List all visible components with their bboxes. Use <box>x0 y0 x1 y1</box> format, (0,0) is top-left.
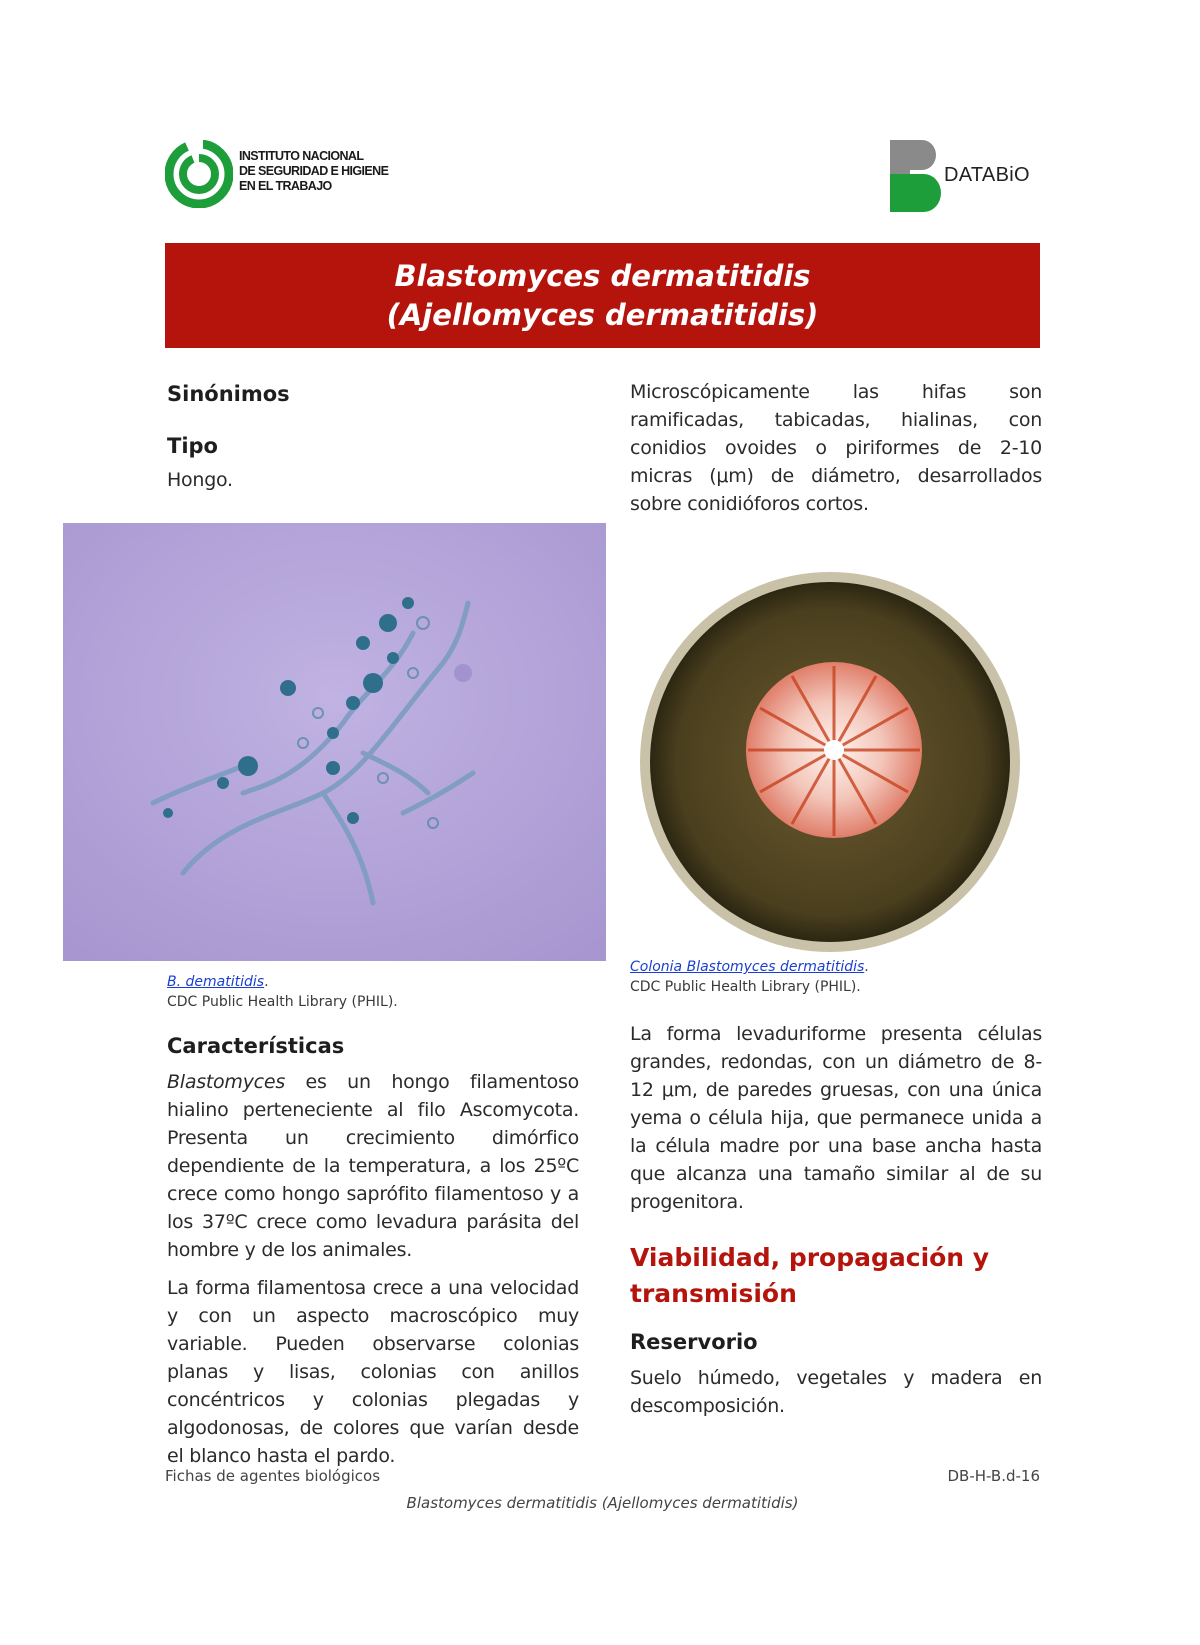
right-column-lower <box>630 1020 1042 1420</box>
levadura-paragraph: La forma levaduriforme presenta células grandes, redondas, con un diámetro de 8-12 μm, de paredes gruesas, con una única yema o célula hija, que permanece unida a la célula madre por una base ancha hasta que alcanza una tamaño similar al de su progenitora. <box>630 1023 1042 1213</box>
microscopic-paragraph: Microscópicamente las hifas son ramificadas, tabicadas, hialinas, con conidios ovoides o piriformes de 2-10 micras (μm) de diámetro, desarrollados sobre conidióforos cortos. <box>630 381 1042 515</box>
p1-rest: es un hongo filamentoso hialino perteneciente al filo Ascomycota. Presenta un crecimiento dimórfico dependiente de la temperatura, a los 25ºC crece como hongo saprófito filamentoso y a los 37ºC crece como levadura parásita del hombre y de los animales. <box>167 1071 579 1261</box>
image1-caption-suffix: . <box>264 974 269 990</box>
insht-logo <box>165 140 395 210</box>
footer <box>165 1467 1040 1487</box>
caracteristicas-p2: La forma filamentosa crece a una velocidad y con un aspecto macroscópico muy variable. Pueden observarse colonias planas y lisas, colonias con anillos concéntricos y colonias plegadas y algodonosas, de colores que varían desde el blanco hasta el pardo. <box>167 1277 579 1467</box>
image2-caption-source: CDC Public Health Library (PHIL). <box>630 979 861 995</box>
viabilidad-heading: Viabilidad, propagación y transmisión <box>630 1243 990 1308</box>
tipo-heading: Tipo <box>167 434 218 458</box>
caracteristicas-p1 <box>167 1068 579 1264</box>
title-line-2: (Ajellomyces dermatitidis) <box>386 298 819 332</box>
image1-caption-source: CDC Public Health Library (PHIL). <box>167 994 398 1010</box>
insht-line-2: DE SEGURIDAD E HIGIENE <box>239 164 389 178</box>
reservorio-text: Suelo húmedo, vegetales y madera en descomposición. <box>630 1367 1042 1417</box>
image1-caption <box>167 972 579 1012</box>
image1-caption-title <box>167 972 579 992</box>
right-column <box>630 378 1042 518</box>
image2-caption <box>630 957 1042 997</box>
footer-doc-code: DB-H-B.d-16 <box>947 1467 1040 1485</box>
databio-logo <box>890 140 1050 215</box>
image2-caption-link[interactable]: Colonia Blastomyces dermatitidis <box>630 959 865 975</box>
insht-line-3: EN EL TRABAJO <box>239 179 332 193</box>
left-column-lower <box>167 1034 579 1470</box>
footer-left-text: Fichas de agentes biológicos <box>165 1467 381 1485</box>
micrograph-image <box>63 523 606 961</box>
left-column <box>167 378 579 494</box>
footer-second-line <box>165 1494 1040 1514</box>
image2-caption-title <box>630 957 1042 977</box>
title-banner <box>165 243 1040 348</box>
databio-label: DATABiO <box>944 164 1030 186</box>
footer-center-text: Blastomyces dermatitidis (Ajellomyces dermatitidis) <box>406 1494 799 1512</box>
insht-logo-text <box>239 149 388 194</box>
caracteristicas-heading: Características <box>167 1034 345 1058</box>
petri-dish-image <box>636 568 1024 956</box>
p1-italic: Blastomyces <box>167 1071 285 1093</box>
reservorio-heading: Reservorio <box>630 1330 758 1354</box>
insht-emblem-icon <box>165 140 233 208</box>
image2-caption-suffix: . <box>864 959 869 975</box>
image1-caption-link[interactable]: B. dematitidis <box>167 974 265 990</box>
tipo-text: Hongo. <box>167 469 233 491</box>
title-line-1: Blastomyces dermatitidis <box>394 259 811 293</box>
insht-line-1: INSTITUTO NACIONAL <box>239 149 364 163</box>
sinonimos-heading: Sinónimos <box>167 382 290 406</box>
databio-b-icon <box>890 140 942 212</box>
